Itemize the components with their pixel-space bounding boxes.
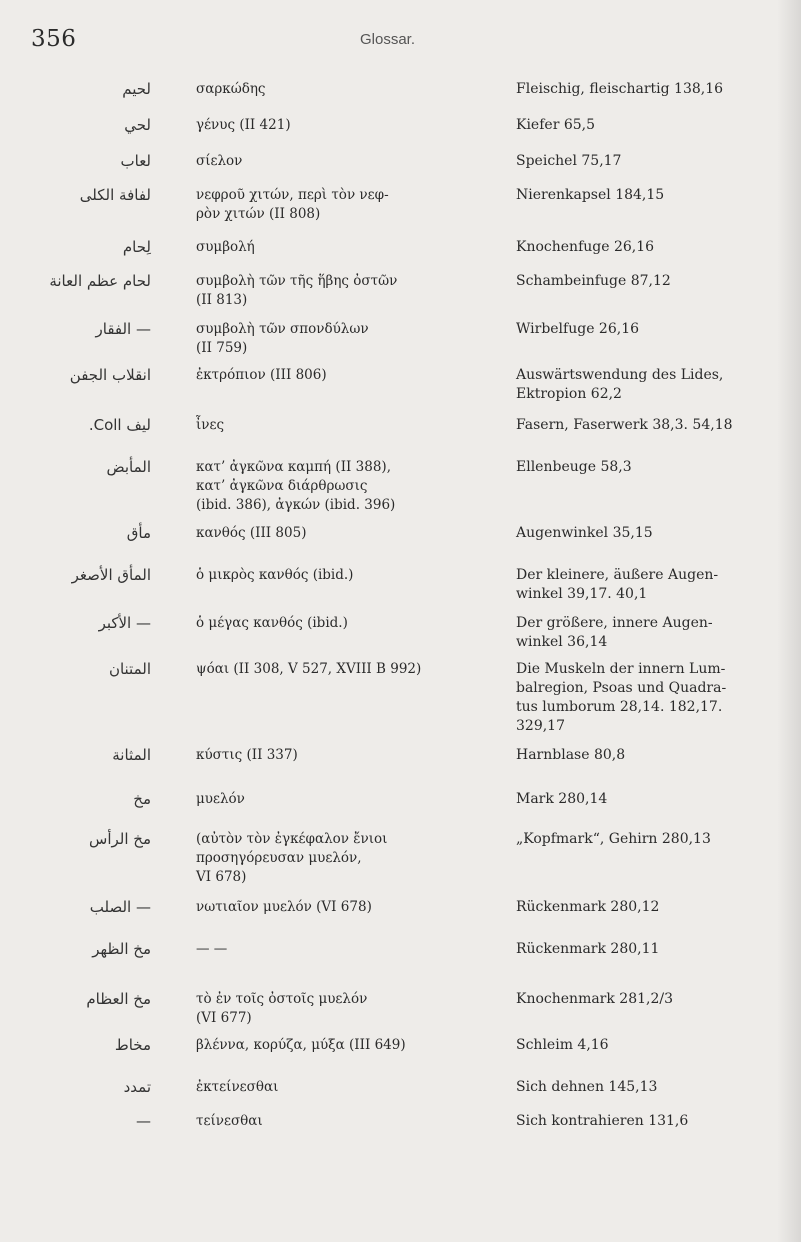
arabic-term: — [136, 1112, 151, 1130]
greek-term: κανθός (III 805) [196, 525, 307, 541]
greek-term: νωτιαῖον μυελόν (VI 678) [196, 899, 372, 915]
arabic-term: تمدد [123, 1078, 151, 1096]
arabic-term: مخ الرأس [89, 830, 151, 848]
german-translation: Harnblase 80,8 [516, 747, 626, 763]
german-translation: Fleischig, fleischartig 138,16 [516, 81, 724, 97]
greek-term: ἐκτρόπιον (III 806) [196, 367, 327, 383]
arabic-term: مخ العظام [86, 990, 151, 1008]
german-translation: Schleim 4,16 [516, 1037, 609, 1053]
german-translation: Fasern, Faserwerk 38,3. 54,18 [516, 417, 733, 433]
greek-term: κύστις (II 337) [196, 747, 298, 763]
german-translation: Knochenmark 281,2/3 [516, 991, 674, 1007]
greek-term: ψόαι (II 308, V 527, XVIII B 992) [196, 661, 422, 677]
arabic-term: مخ الظهر [92, 940, 151, 958]
arabic-term: — الصلب [89, 898, 151, 916]
german-translation: Wirbelfuge 26,16 [516, 321, 640, 337]
arabic-term: المتنان [108, 660, 151, 678]
arabic-term: لحام عظم العانة [49, 272, 151, 290]
greek-term: σίελον [196, 153, 243, 169]
greek-term: σαρκώδης [196, 81, 266, 97]
german-translation: Der kleinere, äußere Augen- winkel 39,17. 40,1 [516, 567, 719, 602]
german-translation: Mark 280,14 [516, 791, 608, 807]
arabic-term: لِحام [122, 238, 151, 256]
german-translation: Knochenfuge 26,16 [516, 239, 655, 255]
arabic-term: مأق [126, 524, 151, 542]
greek-term: συμβολή [196, 239, 255, 255]
german-translation: Kiefer 65,5 [516, 117, 596, 133]
greek-term: νεφροῦ χιτών, περὶ τὸν νεφ- ρὸν χιτών (II 808) [196, 187, 389, 222]
arabic-term: مخ [133, 790, 151, 808]
german-translation: Rückenmark 280,11 [516, 941, 660, 957]
german-translation: Schambeinfuge 87,12 [516, 273, 671, 289]
greek-term: τὸ ἐν τοῖς ὀστοῖς μυελόν (VI 677) [196, 991, 368, 1026]
german-translation: Nierenkapsel 184,15 [516, 187, 665, 203]
german-translation: Ellenbeuge 58,3 [516, 459, 632, 475]
greek-term: γένυς (II 421) [196, 117, 291, 133]
german-translation: Augenwinkel 35,15 [516, 525, 653, 541]
greek-term: ὁ μικρὸς κανθός (ibid.) [196, 567, 354, 583]
greek-term: συμβολὴ τῶν σπονδύλων (II 759) [196, 321, 369, 356]
arabic-term: المأبض [106, 458, 151, 476]
arabic-term: مخاط [114, 1036, 151, 1054]
german-translation: Rückenmark 280,12 [516, 899, 660, 915]
german-translation: Die Muskeln der innern Lum- balregion, Psoas und Quadra- tus lumborum 28,14. 182,17. 329,17 [516, 661, 727, 734]
greek-term: κατ’ ἀγκῶνα καμπή (II 388), κατ’ ἀγκῶνα διάρθρωσις (ibid. 386), ἀγκών (ibid. 396) [196, 459, 396, 513]
greek-term: συμβολὴ τῶν τῆς ἥβης ὀστῶν (II 813) [196, 273, 398, 308]
arabic-term: لفافة الكلى [79, 186, 151, 204]
greek-term: ὁ μέγας κανθός (ibid.) [196, 615, 348, 631]
arabic-term: لحيم [122, 80, 151, 98]
arabic-term: — الأكبر [98, 614, 151, 632]
page-number: 356 [31, 26, 77, 52]
running-heading: Glossar. [360, 31, 416, 48]
arabic-term: لعاب [120, 152, 151, 170]
german-translation: Sich dehnen 145,13 [516, 1079, 658, 1095]
german-translation: „Kopfmark“, Gehirn 280,13 [516, 831, 711, 847]
arabic-term: لحي [124, 116, 151, 134]
greek-term: — — [196, 941, 228, 957]
greek-term: ἐκτείνεσθαι [196, 1079, 279, 1095]
arabic-term: المأق الأصغر [71, 566, 151, 584]
arabic-term: — الفقار [95, 320, 151, 338]
german-translation: Sich kontrahieren 131,6 [516, 1113, 689, 1129]
greek-term: (αὐτὸν τὸν ἐγκέφαλον ἔνιοι προσηγόρευσαν μυελόν, VI 678) [196, 831, 388, 885]
german-translation: Speichel 75,17 [516, 153, 622, 169]
greek-term: μυελόν [196, 791, 245, 807]
german-translation: Auswärtswendung des Lides, Ektropion 62,2 [516, 367, 724, 402]
german-translation: Der größere, innere Augen- winkel 36,14 [516, 615, 713, 650]
greek-term: ἶνες [196, 417, 225, 433]
greek-term: τείνεσθαι [196, 1113, 263, 1129]
greek-term: βλέννα, κορύζα, μύξα (III 649) [196, 1037, 406, 1053]
arabic-term: المثانة [112, 746, 151, 764]
arabic-term: ليف Coll. [88, 416, 151, 434]
arabic-term: انقلاب الجفن [69, 366, 151, 384]
